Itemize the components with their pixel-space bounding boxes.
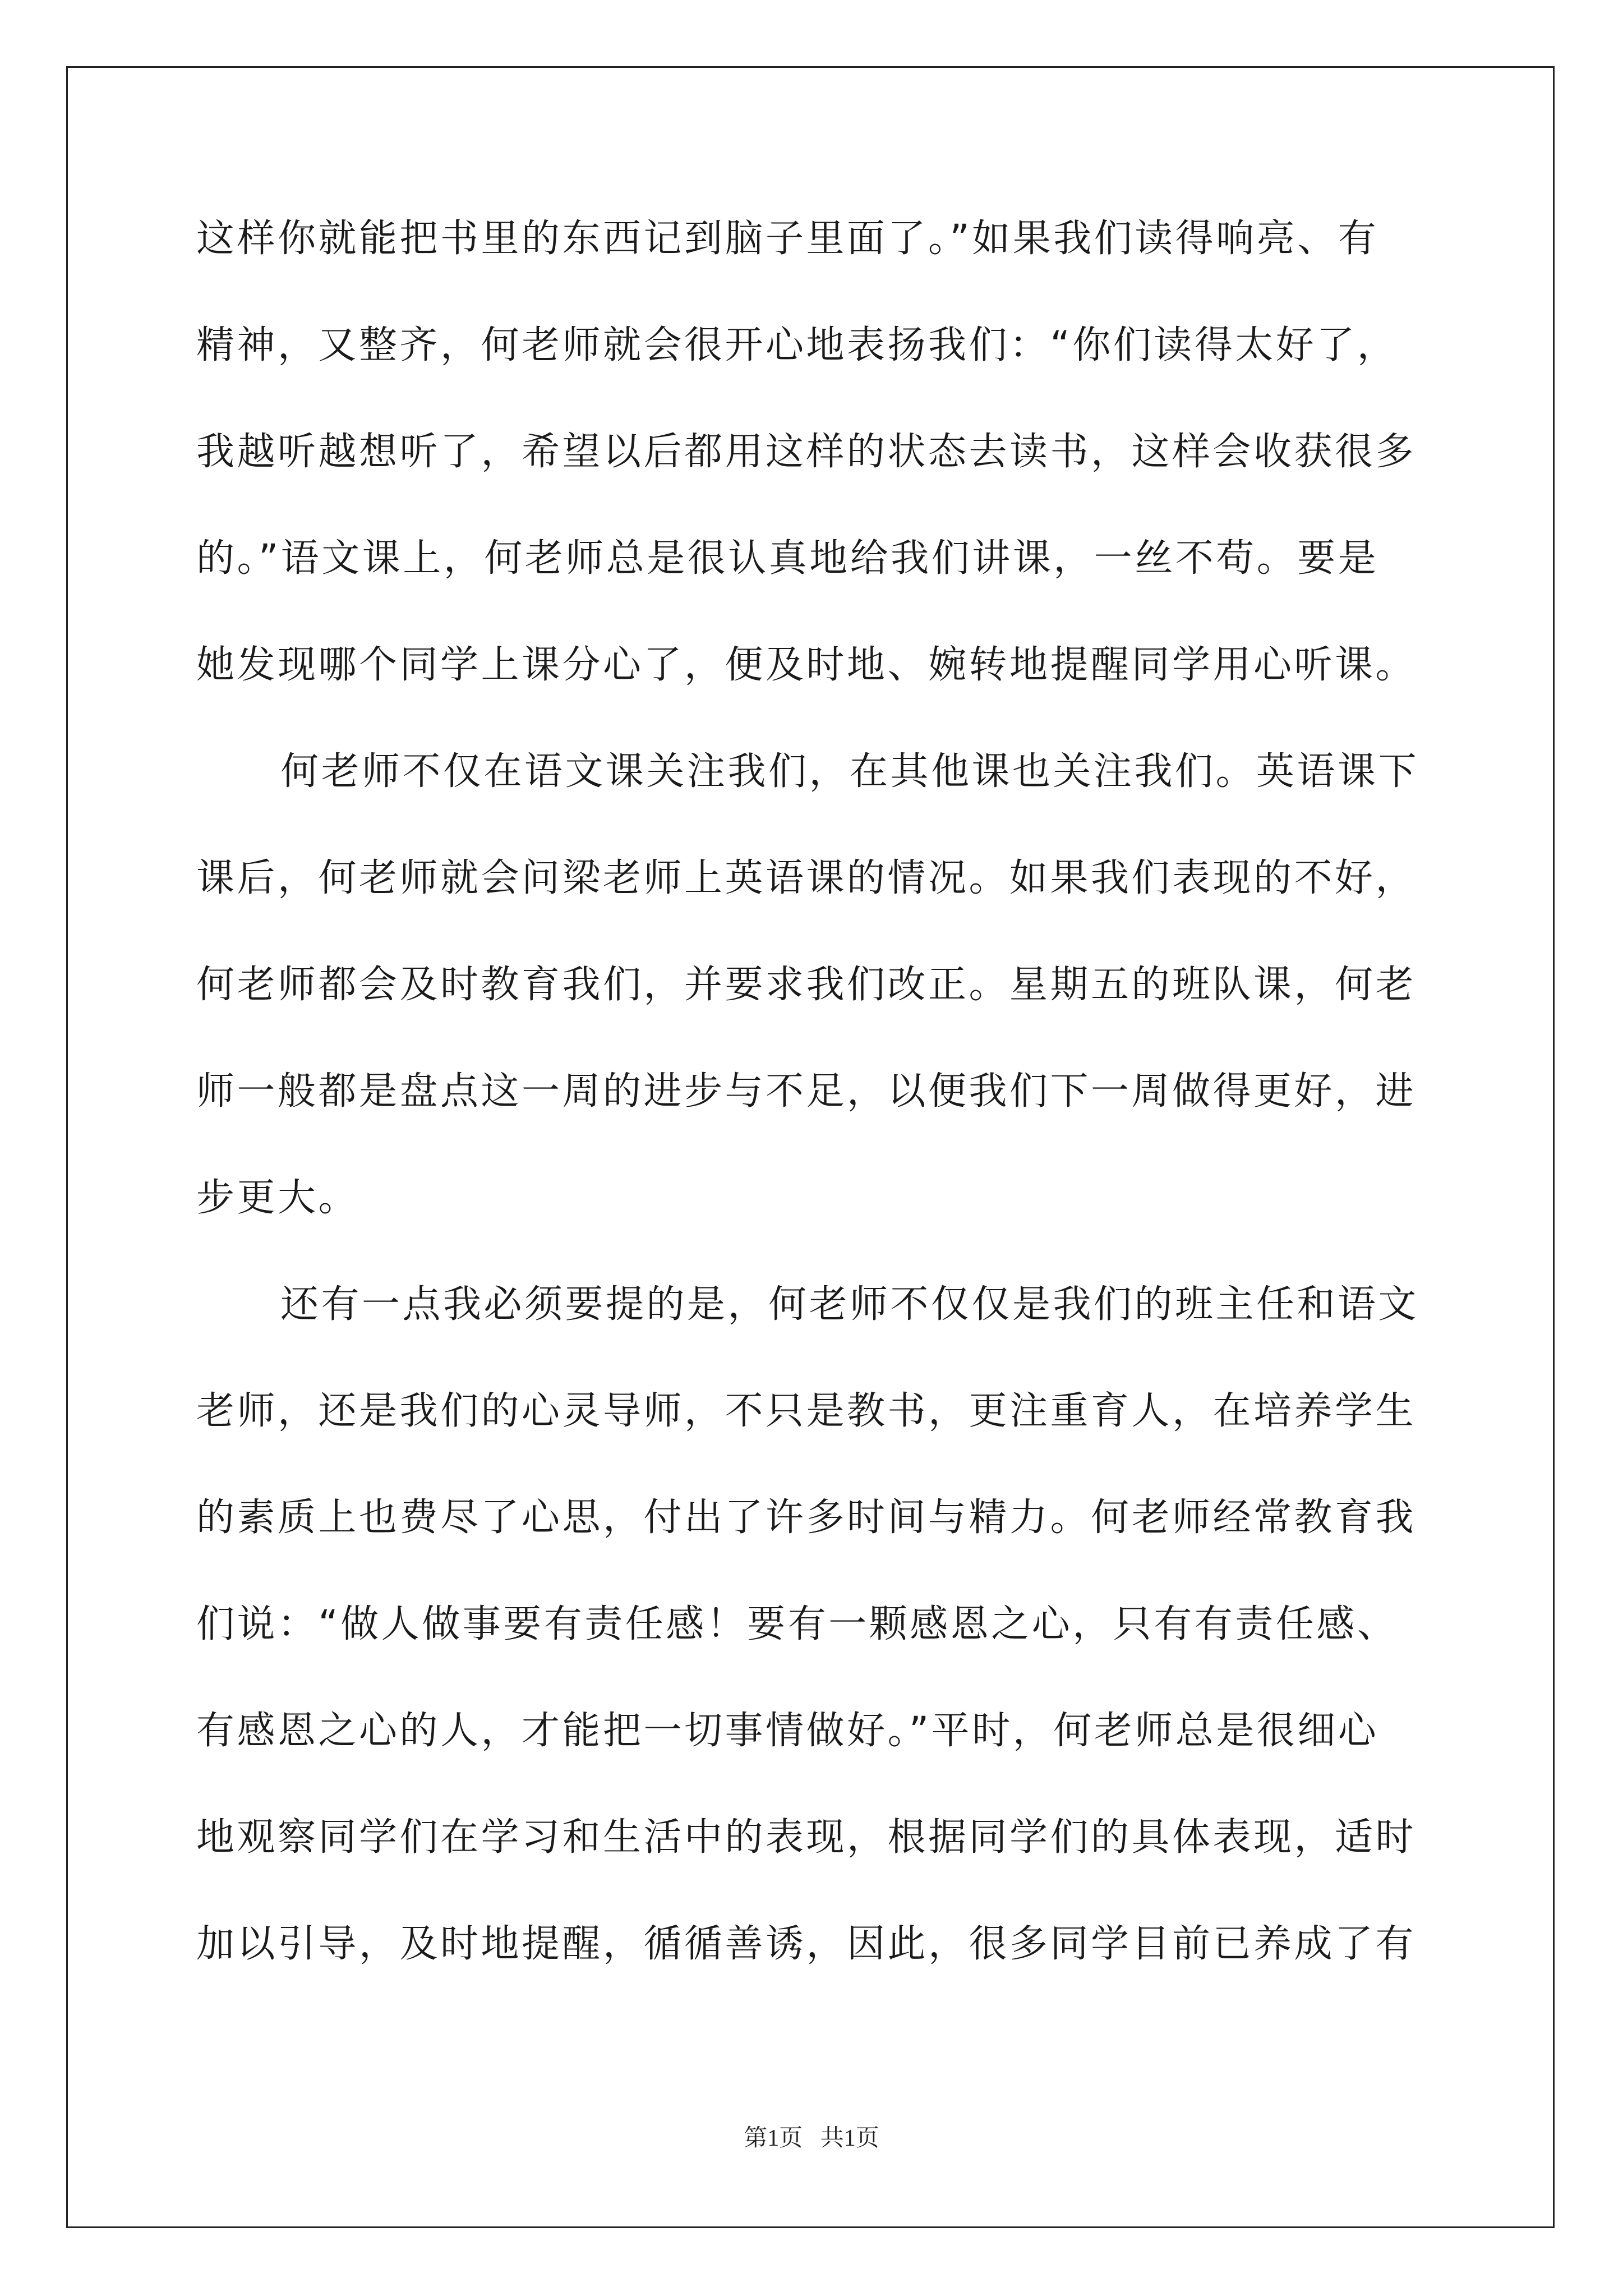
text-line: 我越听越想听了，希望以后都用这样的状态去读书，这样会收获很多	[196, 430, 1417, 474]
text-line: 这样你就能把书里的东西记到脑子里面了。”如果我们读得响亮、有	[196, 217, 1379, 261]
text-line: 她发现哪个同学上课分心了，便及时地、婉转地提醒同学用心听课。	[196, 643, 1417, 687]
page-number-footer: 第1页 共1页	[744, 2125, 879, 2151]
text-line: 老师，还是我们的心灵导师，不只是教书，更注重育人，在培养学生	[196, 1389, 1417, 1433]
text-line: 精神，又整齐，何老师就会很开心地表扬我们：“你们读得太好了，	[196, 323, 1398, 367]
text-line: 加以引导，及时地提醒，循循善诱，因此，很多同学目前已养成了有	[196, 1922, 1417, 1966]
text-line: 的。”语文课上，何老师总是很认真地给我们讲课，一丝不苟。要是	[196, 536, 1379, 581]
text-line: 何老师都会及时教育我们，并要求我们改正。星期五的班队课，何老	[196, 963, 1417, 1007]
text-line-paragraph-start: 何老师不仅在语文课关注我们，在其他课也关注我们。英语课下	[280, 749, 1419, 794]
text-line: 有感恩之心的人，才能把一切事情做好。”平时，何老师总是很细心	[196, 1709, 1379, 1753]
text-line: 的素质上也费尽了心思，付出了许多时间与精力。何老师经常教育我	[196, 1496, 1417, 1540]
text-line: 地观察同学们在学习和生活中的表现，根据同学们的具体表现，适时	[196, 1815, 1417, 1860]
text-line: 师一般都是盘点这一周的进步与不足，以便我们下一周做得更好，进	[196, 1069, 1417, 1114]
text-line: 们说：“做人做事要有责任感！要有一颗感恩之心，只有有责任感、	[196, 1602, 1398, 1646]
text-line-paragraph-start: 还有一点我必须要提的是，何老师不仅仅是我们的班主任和语文	[280, 1282, 1419, 1327]
document-body	[196, 212, 1430, 2024]
text-line: 课后，何老师就会问梁老师上英语课的情况。如果我们表现的不好，	[196, 856, 1417, 900]
text-line: 步更大。	[196, 1176, 359, 1220]
